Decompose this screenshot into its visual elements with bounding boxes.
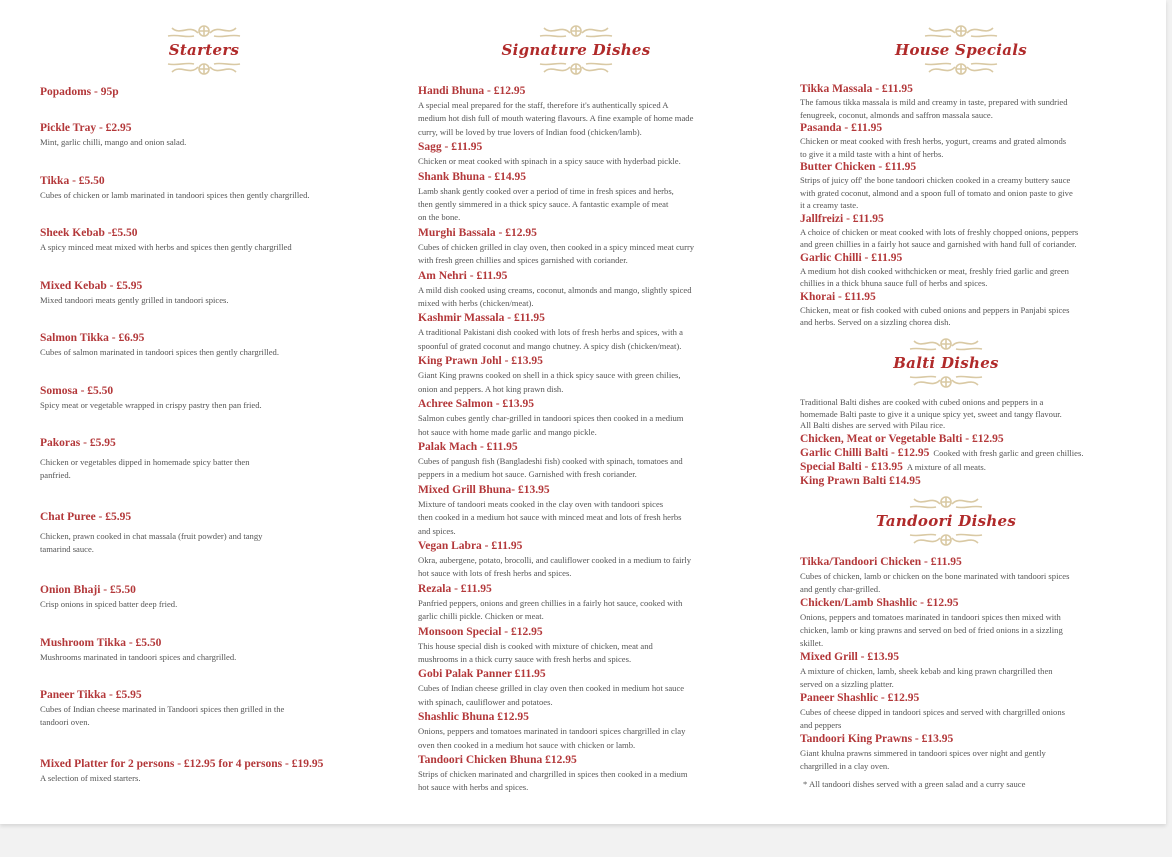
menu-item xyxy=(800,596,1069,650)
item-name: Am Nehri - £11.95 xyxy=(418,269,508,282)
menu-item xyxy=(418,709,694,752)
item-name: Handi Bhuna - £12.95 xyxy=(418,85,526,97)
item-name: Murghi Bassala - £12.95 xyxy=(418,226,537,239)
menu-item xyxy=(418,624,694,667)
item-name: Rezala - £11.95 xyxy=(418,582,492,595)
item-description: chargrilled in a clay oven. xyxy=(800,761,890,771)
section-title: Tandoori Dishes xyxy=(875,512,1017,530)
item-name: Mixed Grill Bhuna- £13.95 xyxy=(418,483,550,496)
item-description: A medium hot dish cooked withchicken or meat, freshly fried garlic and green xyxy=(800,265,1069,276)
signature-list xyxy=(418,83,694,795)
item-name: King Prawn Johl - £13.95 xyxy=(418,355,543,368)
item-name: Vegan Labra - £11.95 xyxy=(418,539,523,552)
item-description: Chicken, prawn cooked in chat massala (fruit powder) and tangy xyxy=(40,531,263,541)
menu-item xyxy=(800,82,1078,121)
menu-item xyxy=(40,278,229,307)
menu-item xyxy=(40,582,177,611)
menu-item xyxy=(40,509,262,557)
menu-item xyxy=(40,330,279,359)
ornament-top-icon xyxy=(871,22,1051,40)
item-description: peppers in a medium hot sauce. Garnished with fresh coriander. xyxy=(418,469,637,480)
item-description: mixed with herbs (chicken/meat). xyxy=(418,298,534,309)
item-description: Cubes of Indian cheese marinated in Tandoori spices then grilled in the xyxy=(40,704,285,714)
item-name: Shashlic Bhuna £12.95 xyxy=(418,711,529,724)
section-title: Starters xyxy=(168,41,240,59)
house-specials-list xyxy=(800,82,1078,329)
section-title: Signature Dishes xyxy=(501,41,651,59)
item-name: Paneer Tikka - £5.95 xyxy=(40,689,142,701)
item-description: on the bone. xyxy=(418,212,461,223)
item-description: and herbs. Served on a sizzling chorea dish. xyxy=(800,317,951,327)
ornament-bottom-icon xyxy=(114,60,294,78)
ornament-top-icon xyxy=(114,22,294,40)
menu-item xyxy=(418,353,694,396)
item-name: Sagg - £11.95 xyxy=(418,141,483,154)
item-description: Cubes of Indian cheese grilled in clay oven then cooked in medium hot sauce xyxy=(418,683,685,694)
item-name: Tandoori Chicken Bhuna £12.95 xyxy=(418,754,577,766)
menu-item xyxy=(418,268,694,311)
ornament-top-icon xyxy=(486,22,666,40)
item-description: hot sauce with herbs and spices. xyxy=(418,782,529,793)
item-description: Chicken or meat cooked with spinach in a spicy sauce with hyderbad pickle. xyxy=(418,156,681,167)
balti-item xyxy=(800,474,1083,488)
menu-item xyxy=(40,687,284,730)
ornament-bottom-icon xyxy=(871,60,1051,78)
item-description: Mixture of tandoori meats cooked in the clay oven with tandoori spices xyxy=(418,498,664,509)
item-name: Chicken, Meat or Vegetable Balti - £12.95 xyxy=(800,432,1004,445)
item-name: Somosa - £5.50 xyxy=(40,385,114,397)
menu-item xyxy=(800,290,1078,329)
item-name: Garlic Chilli - £11.95 xyxy=(800,251,903,264)
balti-list xyxy=(800,397,1083,488)
item-description: Crisp onions in spiced batter deep fried. xyxy=(40,599,178,609)
item-name: Mushroom Tikka - £5.50 xyxy=(40,637,162,649)
menu-item xyxy=(40,756,323,785)
balti-intro-line: homemade Balti paste to give it a unique spicy yet, sweet and tangy flavour. xyxy=(800,408,1062,419)
item-description: Onions, peppers and tomatoes marinated in tandoori spices chargrilled in clay xyxy=(418,726,686,737)
item-name: Khorai - £11.95 xyxy=(800,290,876,303)
item-name: Achree Salmon - £13.95 xyxy=(418,398,535,411)
item-name: Jallfreizi - £11.95 xyxy=(800,212,884,225)
item-description: Strips of chicken marinated and chargrilled in spices then cooked in a medium xyxy=(418,769,688,779)
house-specials-header xyxy=(871,22,1051,78)
signature-header xyxy=(486,22,666,78)
starters-header xyxy=(114,22,294,78)
ornament-top-icon xyxy=(856,493,1036,511)
menu-item xyxy=(800,650,1069,691)
menu-item xyxy=(40,173,310,202)
menu-item xyxy=(418,83,694,139)
menu-item xyxy=(40,120,186,149)
item-description: fenugreek, coconut, almonds and saffron massala sauce. xyxy=(800,109,993,120)
item-name: Paneer Shashlic - £12.95 xyxy=(800,692,920,704)
menu-item xyxy=(40,383,262,412)
item-description: Okra, aubergene, potato, brocolli, and cauliflower cooked in a medium to fairly xyxy=(418,554,692,565)
menu-item xyxy=(418,139,694,168)
item-description: Cubes of pangush fish (Bangladeshi fish) cooked with spinach, tomatoes and xyxy=(418,455,683,466)
menu-item xyxy=(800,555,1069,596)
item-description: and spices. xyxy=(418,525,456,536)
item-name: Pasanda - £11.95 xyxy=(800,122,883,134)
item-description: Cubes of salmon marinated in tandoori spices then gently chargrilled. xyxy=(40,347,279,357)
item-description: panfried. xyxy=(40,470,71,481)
item-description: and gently char-grilled. xyxy=(800,584,881,594)
item-description: Salmon cubes gently char-grilled in tandoori spices then cooked in a medium xyxy=(418,413,684,424)
item-description: Chicken or meat cooked with fresh herbs, yogurt, creams and grated almonds xyxy=(800,136,1067,146)
item-name: Chicken/Lamb Shashlic - £12.95 xyxy=(800,597,959,609)
item-description: Mint, garlic chilli, mango and onion salad. xyxy=(40,137,187,147)
item-name: Mixed Platter for 2 persons - £12.95 for 4 persons - £19.95 xyxy=(40,758,324,770)
menu-item xyxy=(800,121,1078,160)
menu-item xyxy=(418,666,694,709)
item-name: Salmon Tikka - £6.95 xyxy=(40,332,145,344)
item-name: Monsoon Special - £12.95 xyxy=(418,625,543,638)
balti-intro-line: Traditional Balti dishes are cooked with cubed onions and peppers in a xyxy=(800,397,1044,407)
item-description: Cubes of chicken or lamb marinated in tandoori spices then gently chargrilled. xyxy=(40,190,310,200)
item-name: Garlic Chilli Balti - £12.95 xyxy=(800,446,930,459)
item-description: hot sauce with lots of fresh herbs and spices. xyxy=(418,568,572,579)
tandoori-header xyxy=(856,493,1036,549)
item-description: onion and peppers. A hot king prawn dish. xyxy=(418,383,564,394)
item-name: Butter Chicken - £11.95 xyxy=(800,161,917,173)
item-description: with grated coconut, almond and a spoon full of tomato and onion paste to give xyxy=(800,187,1073,198)
balti-item xyxy=(800,432,1083,446)
menu-item xyxy=(800,691,1069,732)
section-title: Balti Dishes xyxy=(893,354,999,372)
menu-item xyxy=(800,251,1078,290)
menu-item xyxy=(800,732,1069,773)
item-description: tamarind sauce. xyxy=(40,544,94,555)
item-description: The famous tikka massala is mild and creamy in taste, prepared with sundried xyxy=(800,97,1068,107)
item-description: to give it a mild taste with a hint of herbs. xyxy=(800,148,944,159)
item-description: Onions, peppers and tomatoes marinated in tandoori spices then mixed with xyxy=(800,612,1061,622)
item-description: Mixed tandoori meats gently grilled in tandoori spices. xyxy=(40,295,229,305)
item-description: Lamb shank gently cooked over a period of time in fresh spices and herbs, xyxy=(418,185,674,196)
item-name: Mixed Grill - £13.95 xyxy=(800,651,900,663)
item-name: Sheek Kebab -£5.50 xyxy=(40,227,138,239)
item-description: and green chillies in a fairly hot sauce and garnished with hand full of coriander. xyxy=(800,239,1077,249)
ornament-top-icon xyxy=(856,335,1036,353)
item-description: hot sauce with home made garlic and mango pickle. xyxy=(418,426,597,437)
item-description: tandoori oven. xyxy=(40,717,90,728)
item-description: then gently simmered in a thick spicy sauce. A fantastic example of meat xyxy=(418,199,669,210)
tandoori-footnote: * All tandoori dishes served with a green salad and a curry sauce xyxy=(803,779,1026,789)
item-description: Chicken or vegetables dipped in homemade spicy batter then xyxy=(40,457,250,467)
item-description: oven then cooked in a medium hot sauce with chicken or lamb. xyxy=(418,739,636,750)
item-description: garlic chilli pickle. Chicken or meat. xyxy=(418,611,544,622)
ornament-bottom-icon xyxy=(856,531,1036,549)
item-name: Chat Puree - £5.95 xyxy=(40,511,132,523)
item-name: Shank Bhuna - £14.95 xyxy=(418,170,527,183)
menu-item xyxy=(418,581,694,624)
menu-item xyxy=(418,396,694,439)
item-description: chicken, lamb or king prawns and served on bed of fried onions in a sizzling xyxy=(800,625,1063,635)
item-description: curry, will be loved by true lovers of Indian food (chicken/lamb). xyxy=(418,126,642,137)
item-name: Kashmir Massala - £11.95 xyxy=(418,312,545,325)
menu-item xyxy=(418,439,694,482)
item-description: with spinach, cauliflower and potatoes. xyxy=(418,696,553,707)
item-description: A choice of chicken or meat cooked with lots of freshly chopped onions, peppers xyxy=(800,226,1079,237)
item-note: Cooked with fresh garlic and green chillies. xyxy=(933,447,1084,458)
item-description: Chicken, meat or fish cooked with cubed onions and peppers in Panjabi spices xyxy=(800,304,1070,315)
item-description: Giant King prawns cooked on shell in a thick spicy sauce with green chilies, xyxy=(418,370,681,381)
item-name: Palak Mach - £11.95 xyxy=(418,440,518,453)
menu-item xyxy=(418,225,694,268)
balti-header xyxy=(856,335,1036,391)
item-name: King Prawn Balti £14.95 xyxy=(800,474,921,487)
balti-intro-line: All Balti dishes are served with Pilau rice. xyxy=(800,420,946,430)
item-name: Special Balti - £13.95 xyxy=(800,460,903,473)
item-description: A mild dish cooked using creams, coconut, almonds and mango, slightly spiced xyxy=(418,284,692,295)
item-description: and peppers xyxy=(800,720,842,730)
item-name: Pickle Tray - £2.95 xyxy=(40,122,132,134)
ornament-bottom-icon xyxy=(486,60,666,78)
item-description: mushrooms in a thick curry sauce with fresh herbs and spices. xyxy=(418,653,632,664)
item-description: Strips of juicy off' the bone tandoori chicken cooked in a creamy buttery sauce xyxy=(800,175,1071,185)
tandoori-list xyxy=(800,555,1069,773)
balti-item xyxy=(800,446,1083,460)
item-description: A spicy minced meat mixed with herbs and spices then gently chargrilled xyxy=(40,242,292,252)
item-description: Spicy meat or vegetable wrapped in crispy pastry then pan fried. xyxy=(40,400,262,410)
item-description: Giant khulna prawns simmered in tandoori spices over night and gently xyxy=(800,748,1046,758)
item-description: Panfried peppers, onions and green chillies in a fairly hot sauce, cooked with xyxy=(418,597,683,608)
item-description: A traditional Pakistani dish cooked with lots of fresh herbs and spices, with a xyxy=(418,327,683,338)
balti-item xyxy=(800,460,1083,474)
item-description: A special meal prepared for the staff, therefore it's authentically spiced A xyxy=(418,100,669,110)
item-description: Mushrooms marinated in tandoori spices and chargrilled. xyxy=(40,652,237,662)
item-name: Tikka/Tandoori Chicken - £11.95 xyxy=(800,556,962,568)
item-description: it a creamy taste. xyxy=(800,200,859,210)
item-name: Tikka Massala - £11.95 xyxy=(800,83,913,95)
item-description: with fresh green chillies and spices garnished with coriander. xyxy=(418,255,628,266)
item-name: Onion Bhaji - £5.50 xyxy=(40,584,136,596)
menu-item xyxy=(800,160,1078,212)
menu-item xyxy=(418,310,694,353)
item-name: Pakoras - £5.95 xyxy=(40,437,116,449)
menu-item xyxy=(418,752,694,795)
menu-item xyxy=(40,635,236,664)
item-name: Tandoori King Prawns - £13.95 xyxy=(800,733,954,745)
item-description: medium hot dish full of mouth watering flavours. A fine example of home made xyxy=(418,113,694,124)
item-name: Tikka - £5.50 xyxy=(40,175,105,187)
menu-item xyxy=(40,225,292,254)
section-title: House Specials xyxy=(894,41,1028,59)
menu-item xyxy=(40,435,250,483)
item-description: Cubes of cheese dipped in tandoori spices and served with chargrilled onions xyxy=(800,707,1065,717)
item-name: Mixed Kebab - £5.95 xyxy=(40,280,143,292)
item-description: Cubes of chicken, lamb or chicken on the bone marinated with tandoori spices xyxy=(800,571,1070,581)
menu-item xyxy=(418,538,694,581)
item-description: This house special dish is cooked with mixture of chicken, meat and xyxy=(418,640,653,651)
item-description: A mixture of chicken, lamb, sheek kebab and king prawn chargrilled then xyxy=(800,666,1053,676)
menu-item xyxy=(40,84,119,100)
item-description: chillies in a thick bhuna sauce full of herbs and spices. xyxy=(800,278,988,288)
item-description: Cubes of chicken grilled in clay oven, then cooked in a spicy minced meat curry xyxy=(418,241,695,252)
item-note: A mixture of all meats. xyxy=(906,461,986,472)
item-description: A selection of mixed starters. xyxy=(40,773,141,783)
item-description: then cooked in a medium hot sauce with minced meat and lots of fresh herbs xyxy=(418,512,682,523)
item-name: Gobi Palak Panner £11.95 xyxy=(418,668,546,681)
item-description: spoonful of grated coconut and mango chutney. A spicy dish (chicken/meat). xyxy=(418,340,682,351)
menu-item xyxy=(418,482,694,538)
menu-item xyxy=(800,212,1078,251)
item-description: served on a sizzling platter. xyxy=(800,679,894,689)
item-name: Popadoms - 95p xyxy=(40,86,119,98)
ornament-bottom-icon xyxy=(856,373,1036,391)
menu-item xyxy=(418,169,694,225)
item-description: skillet. xyxy=(800,638,824,648)
